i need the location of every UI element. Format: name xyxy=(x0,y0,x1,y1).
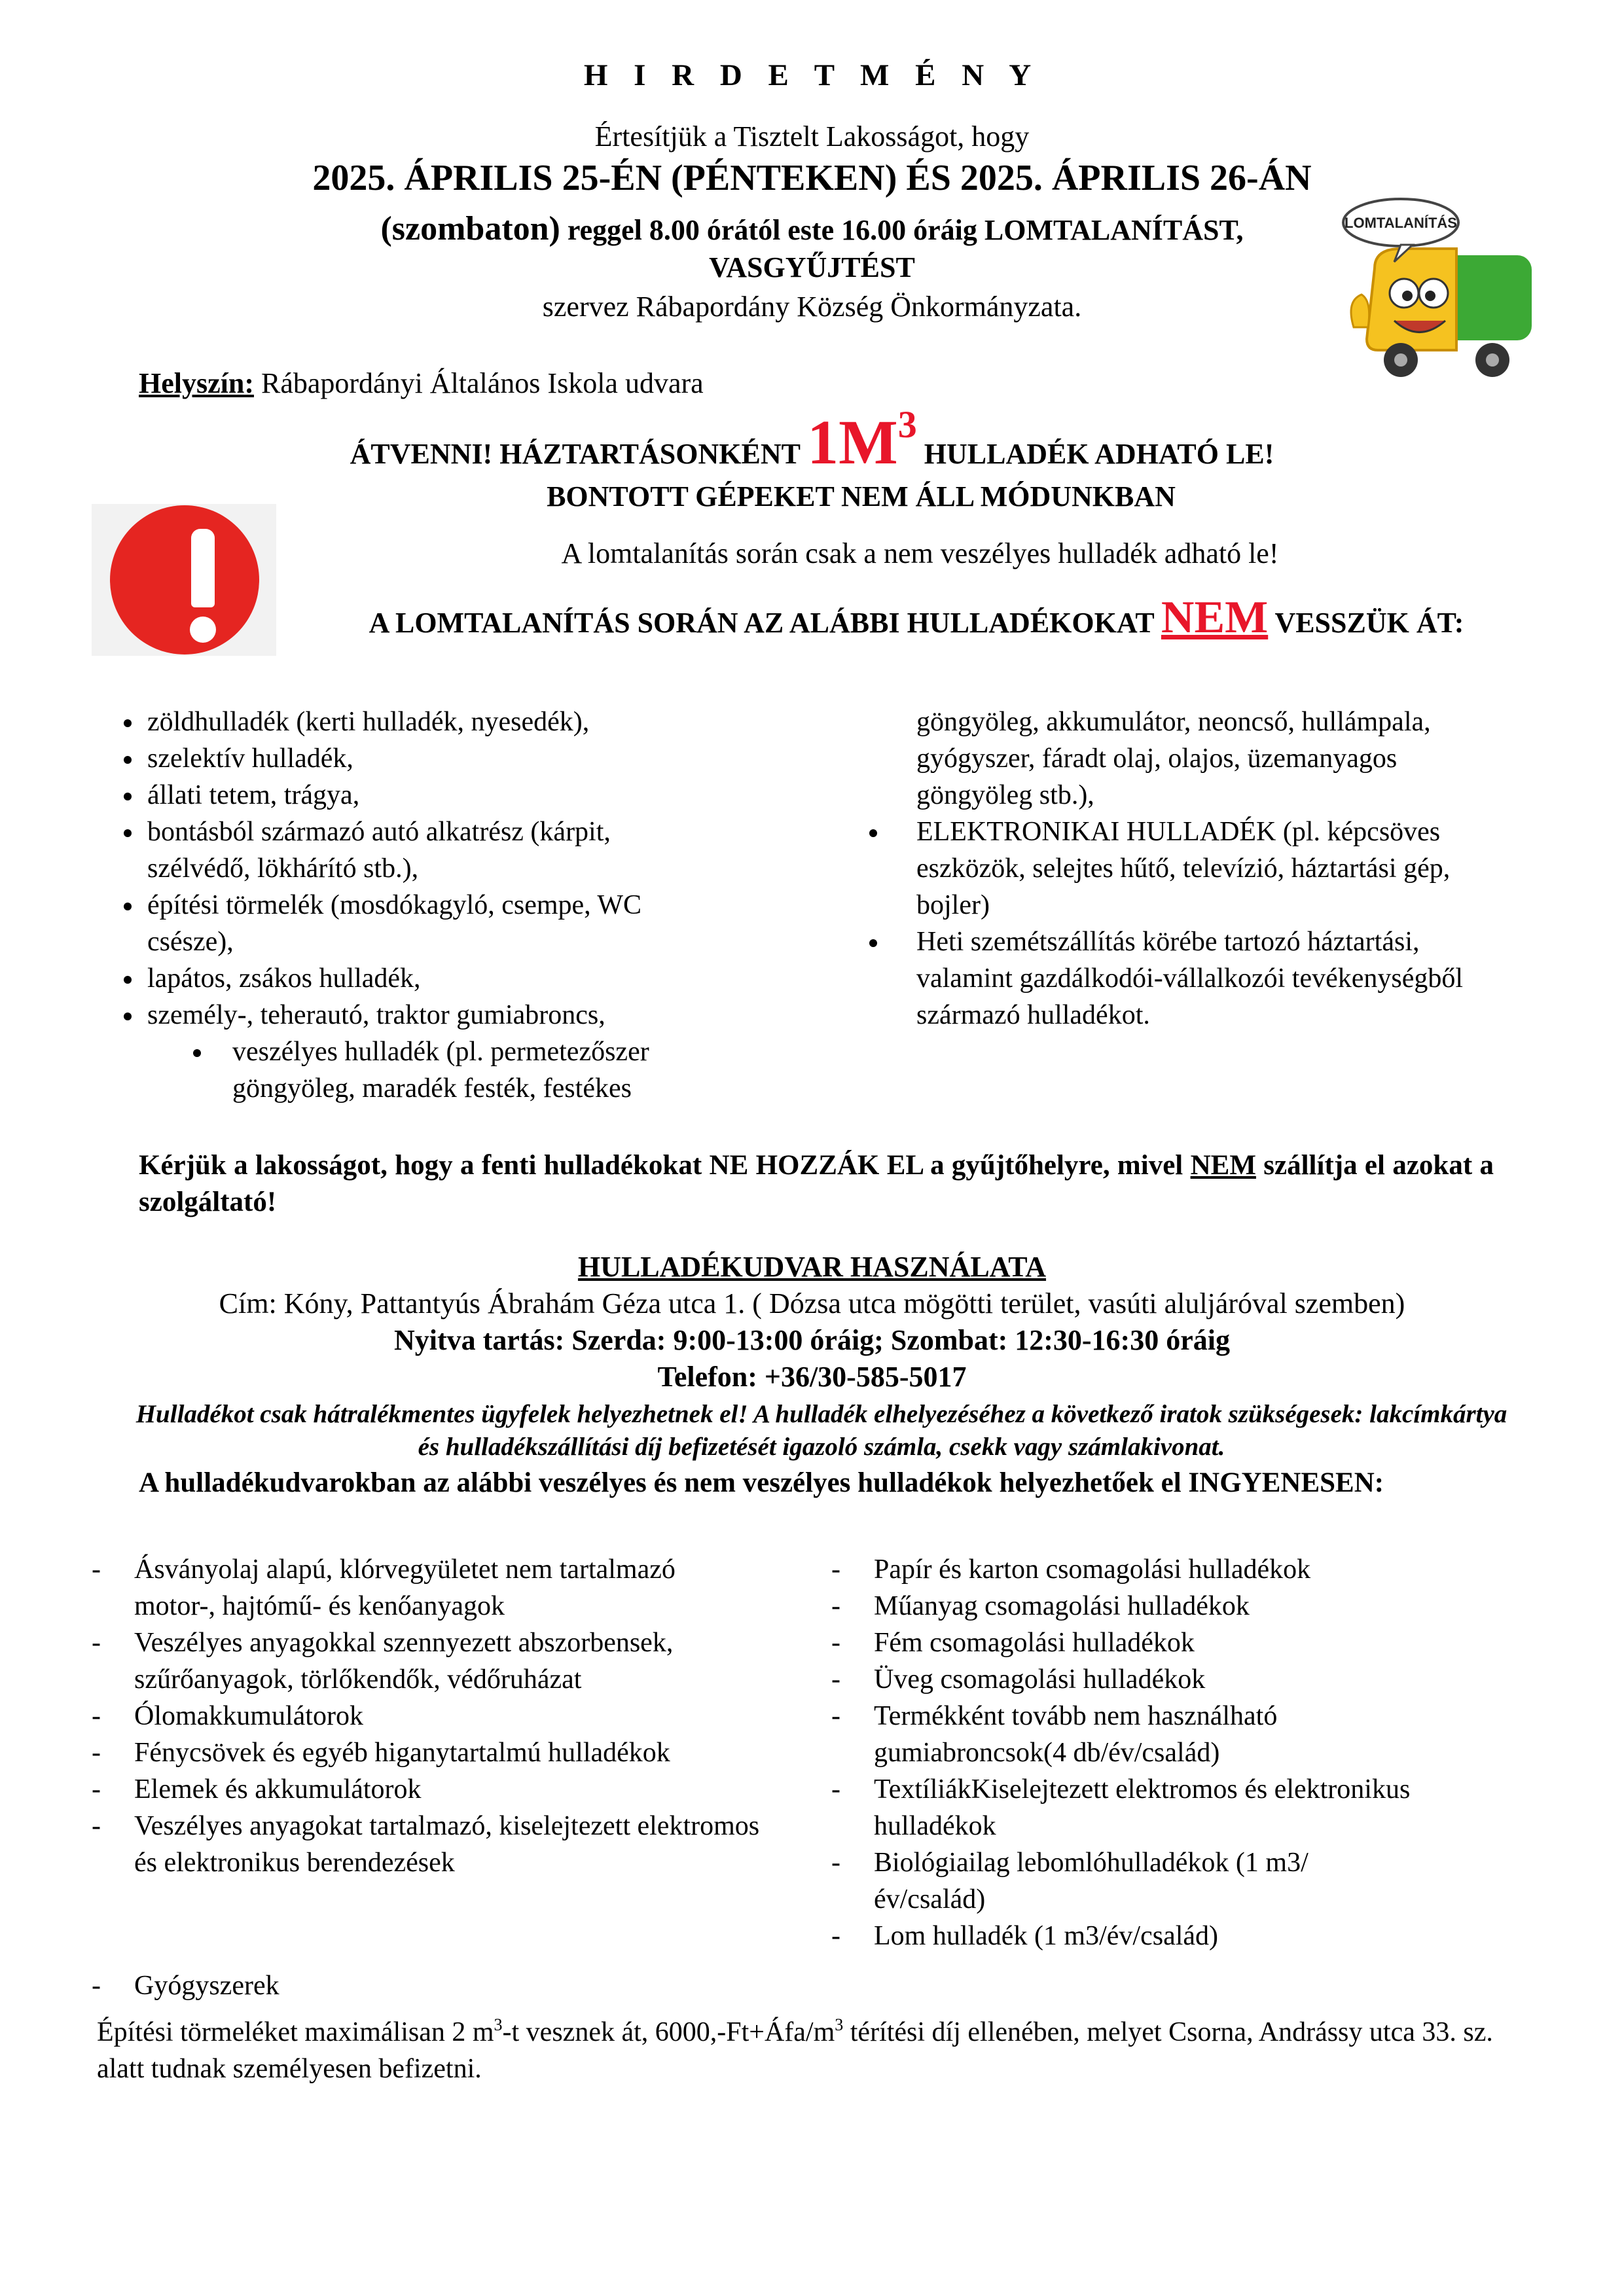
list-item: - Papír és karton csomagolási hulladékok xyxy=(831,1554,1311,1585)
garbage-truck-mascot-icon xyxy=(1342,196,1538,393)
yard-hours: Nyitva tartás: Szerda: 9:00-13:00 óráig; Szombat: 12:30-16:30 óráig xyxy=(394,1324,1230,1356)
yard-list-left xyxy=(92,1551,789,1881)
construction-sup2: 3 xyxy=(835,2015,844,2034)
warning-exclamation-icon xyxy=(92,504,276,656)
location-line xyxy=(139,367,704,400)
not-accepted-nem: NEM xyxy=(1161,592,1269,643)
request-notice xyxy=(139,1147,1494,1221)
list-item: - Fénycsövek és egyéb higanytartalmú hulladékok xyxy=(92,1738,670,1768)
request-part1: Kérjük a lakosságot, hogy a fenti hulladékokat NE HOZZÁK EL a gyűjtőhelyre, mivel xyxy=(139,1150,1183,1181)
list-item: szelektív hulladék, xyxy=(115,740,769,777)
event-dates: 2025. ÁPRILIS 25-ÉN (PÉNTEKEN) ÉS 2025. ÁPRILIS 26-ÁN xyxy=(312,158,1312,198)
list-item: - Biológiailag lebomlóhulladékok (1 m3/év/család) xyxy=(831,1848,1308,1914)
yard-title: HULLADÉKUDVAR HASZNÁLATA xyxy=(577,1251,1047,1283)
request-nem: NEM xyxy=(1190,1150,1256,1181)
list-item: - Fém csomagolási hulladékok xyxy=(831,1628,1195,1658)
limit-suffix: HULLADÉK ADHATÓ LE! xyxy=(924,438,1274,470)
list-item-continued: göngyöleg, akkumulátor, neoncső, hullámpala, gyógyszer, fáradt olaj, olajos, üzemanyagos göngyöleg stb.), xyxy=(916,707,1431,810)
list-item: építési törmelék (mosdókagyló, csempe, WC csésze), xyxy=(115,887,710,960)
list-item: ELEKTRONIKAI HULLADÉK (pl. képcsöves eszközök, selejtes hűtő, televízió, háztartási gép, bojler) xyxy=(857,814,1492,924)
organizer-text: szervez Rábapordány Község Önkormányzata. xyxy=(542,291,1082,323)
list-item: bontásból származó autó alkatrész (kárpit, szélvédő, lökhárító stb.), xyxy=(115,814,710,887)
construction-part1: Építési törmeléket maximálisan 2 m xyxy=(97,2017,494,2047)
not-accepted-prefix: A LOMTALANÍTÁS SORÁN AZ ALÁBBI HULLADÉKOKAT xyxy=(369,607,1154,639)
list-item: Heti szemétszállítás körébe tartozó háztartási, valamint gazdálkodói-vállalkozói tevékenységből származó hulladékot. xyxy=(857,924,1492,1033)
list-item: - Ásványolaj alapú, klórvegyületet nem tartalmazó motor-, hajtómű- és kenőanyagok xyxy=(92,1554,676,1621)
construction-sup1: 3 xyxy=(494,2015,503,2034)
not-accepted-list-right xyxy=(857,704,1519,1033)
construction-part3: térítési díj ellenében, melyet Csorna, Andrássy utca 33. sz. alatt tudnak személyesen befizetni. xyxy=(97,2017,1493,2084)
household-limit xyxy=(0,403,1624,478)
list-item: lapátos, zsákos hulladék, xyxy=(115,960,769,997)
list-item: - Üveg csomagolási hulladékok xyxy=(831,1664,1206,1695)
construction-waste-note xyxy=(97,2007,1524,2087)
notice-title: H I R D E T M É N Y xyxy=(583,58,1041,92)
list-item: - Ólomakkumulátorok xyxy=(92,1701,363,1731)
event-scrap-collection: VASGYŰJTÉST xyxy=(709,251,915,283)
list-item: személy-, teherautó, traktor gumiabroncs, xyxy=(115,997,769,1033)
request-part2: szállítja el azokat a szolgáltató! xyxy=(139,1150,1494,1217)
list-item: állati tetem, trágya, xyxy=(115,777,769,814)
list-item: - TextíliákKiselejtezett elektromos és elektronikus hulladékok xyxy=(831,1774,1411,1841)
not-accepted-heading xyxy=(301,592,1532,643)
event-time: reggel 8.00 órától este 16.00 óráig LOMTALANÍTÁST, xyxy=(567,214,1244,246)
location-label: Helyszín: xyxy=(139,367,254,399)
yard-note: Hulladékot csak hátralékmentes ügyfelek helyezhetnek el! A hulladék elhelyezéséhez a következő iratok szükségesek: lakcímkártya és hulladékszállítási díj befizetését igazoló számla, csekk vagy számlakivonat. xyxy=(135,1400,1507,1461)
yard-list-right xyxy=(831,1551,1528,1954)
list-item: - Elemek és akkumulátorok xyxy=(92,1774,422,1804)
dash-marker: - xyxy=(92,1971,101,2001)
nonhazardous-note: A lomtalanítás során csak a nem veszélyes hulladék adható le! xyxy=(561,537,1279,569)
event-day: (szombaton) xyxy=(380,210,560,247)
yard-phone: Telefon: +36/30-585-5017 xyxy=(657,1361,967,1393)
not-accepted-suffix: VESSZÜK ÁT: xyxy=(1274,607,1464,639)
intro-text: Értesítjük a Tisztelt Lakosságot, hogy xyxy=(594,120,1030,152)
limit-amount-value: 1M xyxy=(807,407,898,477)
not-accepted-list-left xyxy=(115,704,769,1107)
list-item: - Veszélyes anyagokat tartalmazó, kiselejtezett elektromos és elektronikus berendezések xyxy=(92,1811,760,1878)
list-item: - Műanyag csomagolási hulladékok xyxy=(831,1591,1250,1621)
list-item: - Veszélyes anyagokkal szennyezett abszorbensek, szűrőanyagok, törlőkendők, védőruházat xyxy=(92,1628,674,1695)
no-machines-text: BONTOTT GÉPEKET NEM ÁLL MÓDUNKBAN xyxy=(547,480,1176,512)
mascot-sign-text: LOMTALANÍTÁS xyxy=(1344,215,1457,231)
limit-prefix: ÁTVENNI! HÁZTARTÁSONKÉNT xyxy=(350,438,801,470)
limit-exponent: 3 xyxy=(897,403,917,446)
list-item: zöldhulladék (kerti hulladék, nyesedék), xyxy=(115,704,769,740)
yard-free-intro: A hulladékudvarokban az alábbi veszélyes és nem veszélyes hulladékok helyezhetőek el INGYENESEN: xyxy=(139,1467,1384,1498)
list-item: - Termékként tovább nem használható gumiabroncsok(4 db/év/család) xyxy=(831,1701,1278,1768)
list-item: - Lom hulladék (1 m3/év/család) xyxy=(831,1921,1219,1951)
limit-amount xyxy=(807,403,917,477)
construction-part2: -t vesznek át, 6000,-Ft+Áfa/m xyxy=(502,2017,835,2047)
list-item: veszélyes hulladék (pl. permetezőszer göngyöleg, maradék festék, festékes xyxy=(115,1033,749,1107)
yard-left-last-item: Gyógyszerek xyxy=(134,1971,280,2001)
yard-address: Cím: Kóny, Pattantyús Ábrahám Géza utca 1. ( Dózsa utca mögötti terület, vasúti aluljáróval szemben) xyxy=(219,1287,1405,1319)
location-value: Rábapordányi Általános Iskola udvara xyxy=(261,367,704,399)
